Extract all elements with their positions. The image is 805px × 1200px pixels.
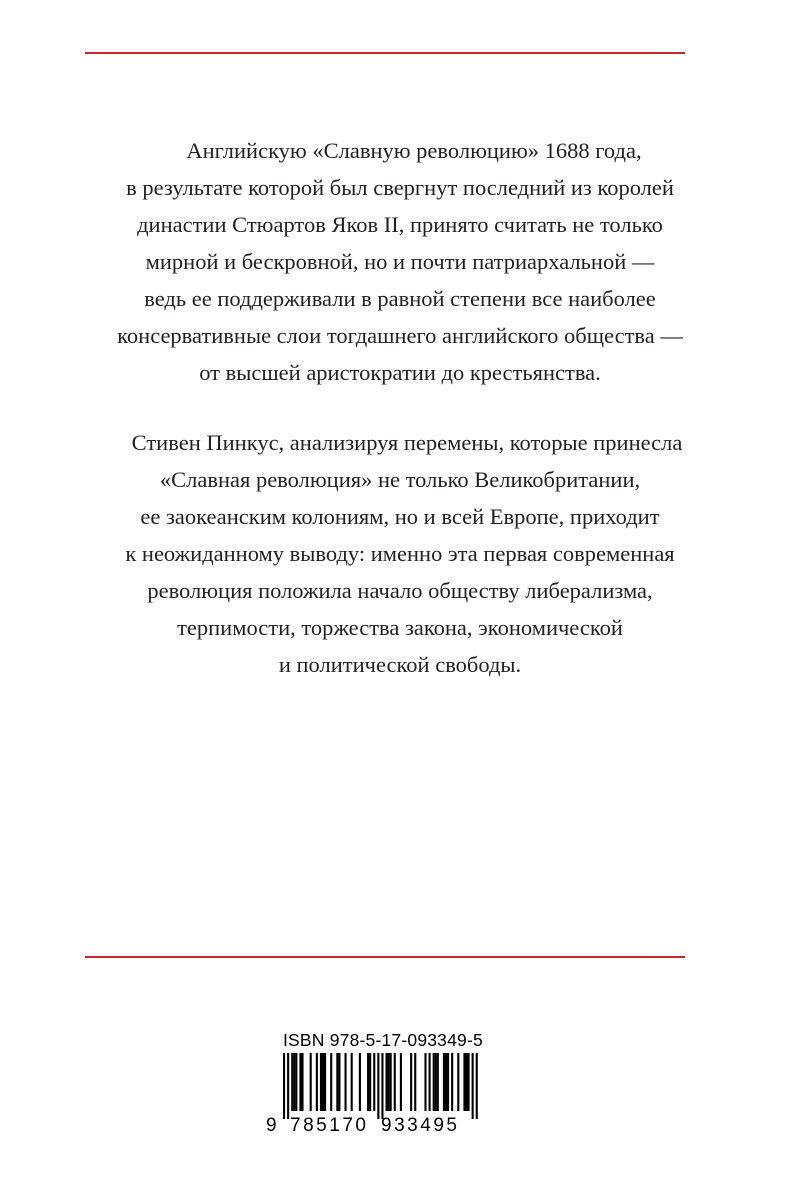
barcode-bar xyxy=(299,1053,301,1111)
text-line: «Славная революция» не только Великобритании, xyxy=(159,467,641,492)
barcode-bar xyxy=(320,1053,322,1111)
text-line: консервативные слои тогдашнего английского общества — xyxy=(117,323,683,348)
barcode-bar xyxy=(457,1053,459,1111)
barcode-bar xyxy=(414,1053,416,1111)
barcode-bar xyxy=(377,1053,379,1119)
barcode-bar xyxy=(345,1053,347,1111)
barcode-bar xyxy=(388,1053,390,1111)
barcode-bar xyxy=(336,1053,338,1111)
barcode-bar xyxy=(433,1053,435,1111)
barcode-bar xyxy=(301,1053,303,1111)
barcode-bar xyxy=(468,1053,470,1111)
barcode-bar xyxy=(322,1053,324,1111)
barcode-bar xyxy=(295,1053,297,1111)
barcode-bar xyxy=(394,1053,396,1111)
text-line: революция положила начало обществу либерализма, xyxy=(147,578,653,603)
top-rule xyxy=(85,52,685,54)
barcode-bar xyxy=(390,1053,392,1111)
isbn-label: ISBN 978-5-17-093349-5 xyxy=(283,1030,483,1050)
barcode-left-digits: 785170 xyxy=(290,1115,366,1133)
barcode-bar xyxy=(447,1053,449,1111)
barcode-bar xyxy=(316,1053,318,1111)
barcode-bar xyxy=(476,1053,478,1119)
barcode-bar xyxy=(310,1053,312,1111)
text-line: от высшей аристократии до крестьянства. xyxy=(199,360,601,385)
text-line: терпимости, торжества закона, экономической xyxy=(177,615,623,640)
text-line: и политической свободы. xyxy=(278,652,522,677)
barcode-bar xyxy=(293,1053,295,1111)
barcode-bar xyxy=(291,1053,293,1111)
barcode-bar xyxy=(386,1053,388,1111)
barcode-bar xyxy=(429,1053,431,1111)
barcode-bar xyxy=(465,1053,467,1111)
barcode-right-digits: 933495 xyxy=(381,1115,457,1133)
barcode-bar xyxy=(410,1053,412,1111)
barcode-bar xyxy=(330,1053,332,1111)
barcode-bar xyxy=(359,1053,361,1111)
barcode-bar xyxy=(437,1053,439,1111)
barcode-bar xyxy=(324,1053,326,1111)
barcode-bar xyxy=(443,1053,445,1111)
barcode-first-digit: 9 xyxy=(266,1115,277,1133)
barcode-bar xyxy=(287,1053,289,1119)
bottom-rule xyxy=(85,956,685,958)
text-line: Стивен Пинкус, анализируя перемены, которые принесла xyxy=(131,430,683,455)
barcode-bar xyxy=(338,1053,340,1111)
text-line: ее заокеанским колониям, но и всей Европе, приходит xyxy=(140,504,660,529)
text-line: мирной и бескровной, но и почти патриархальной — xyxy=(145,249,655,274)
text-line: к неожиданному выводу: именно эта первая современная xyxy=(125,541,675,566)
barcode-bar xyxy=(424,1053,426,1111)
barcode xyxy=(266,1053,486,1133)
text-line: в результате которой был свергнут последний из королей xyxy=(126,175,674,200)
barcode-bar xyxy=(381,1053,383,1119)
barcode-bar xyxy=(369,1053,371,1111)
barcode-bar xyxy=(283,1053,285,1119)
paragraph-1 xyxy=(60,132,740,391)
barcode-bar xyxy=(351,1053,353,1111)
barcode-bar xyxy=(463,1053,465,1111)
barcode-bar xyxy=(400,1053,402,1111)
barcode-bar xyxy=(373,1053,375,1111)
barcode-bar xyxy=(367,1053,369,1111)
paragraph-2 xyxy=(60,424,740,683)
barcode-bar xyxy=(445,1053,447,1111)
barcode-bar xyxy=(435,1053,437,1111)
text-line: династии Стюартов Яков II, принято считать не только xyxy=(137,212,663,237)
barcode-bar xyxy=(451,1053,453,1111)
text-line: Английскую «Славную революцию» 1688 года, xyxy=(186,138,642,163)
text-line: ведь ее поддерживали в равной степени все наиболее xyxy=(144,286,656,311)
barcode-bar xyxy=(472,1053,474,1119)
